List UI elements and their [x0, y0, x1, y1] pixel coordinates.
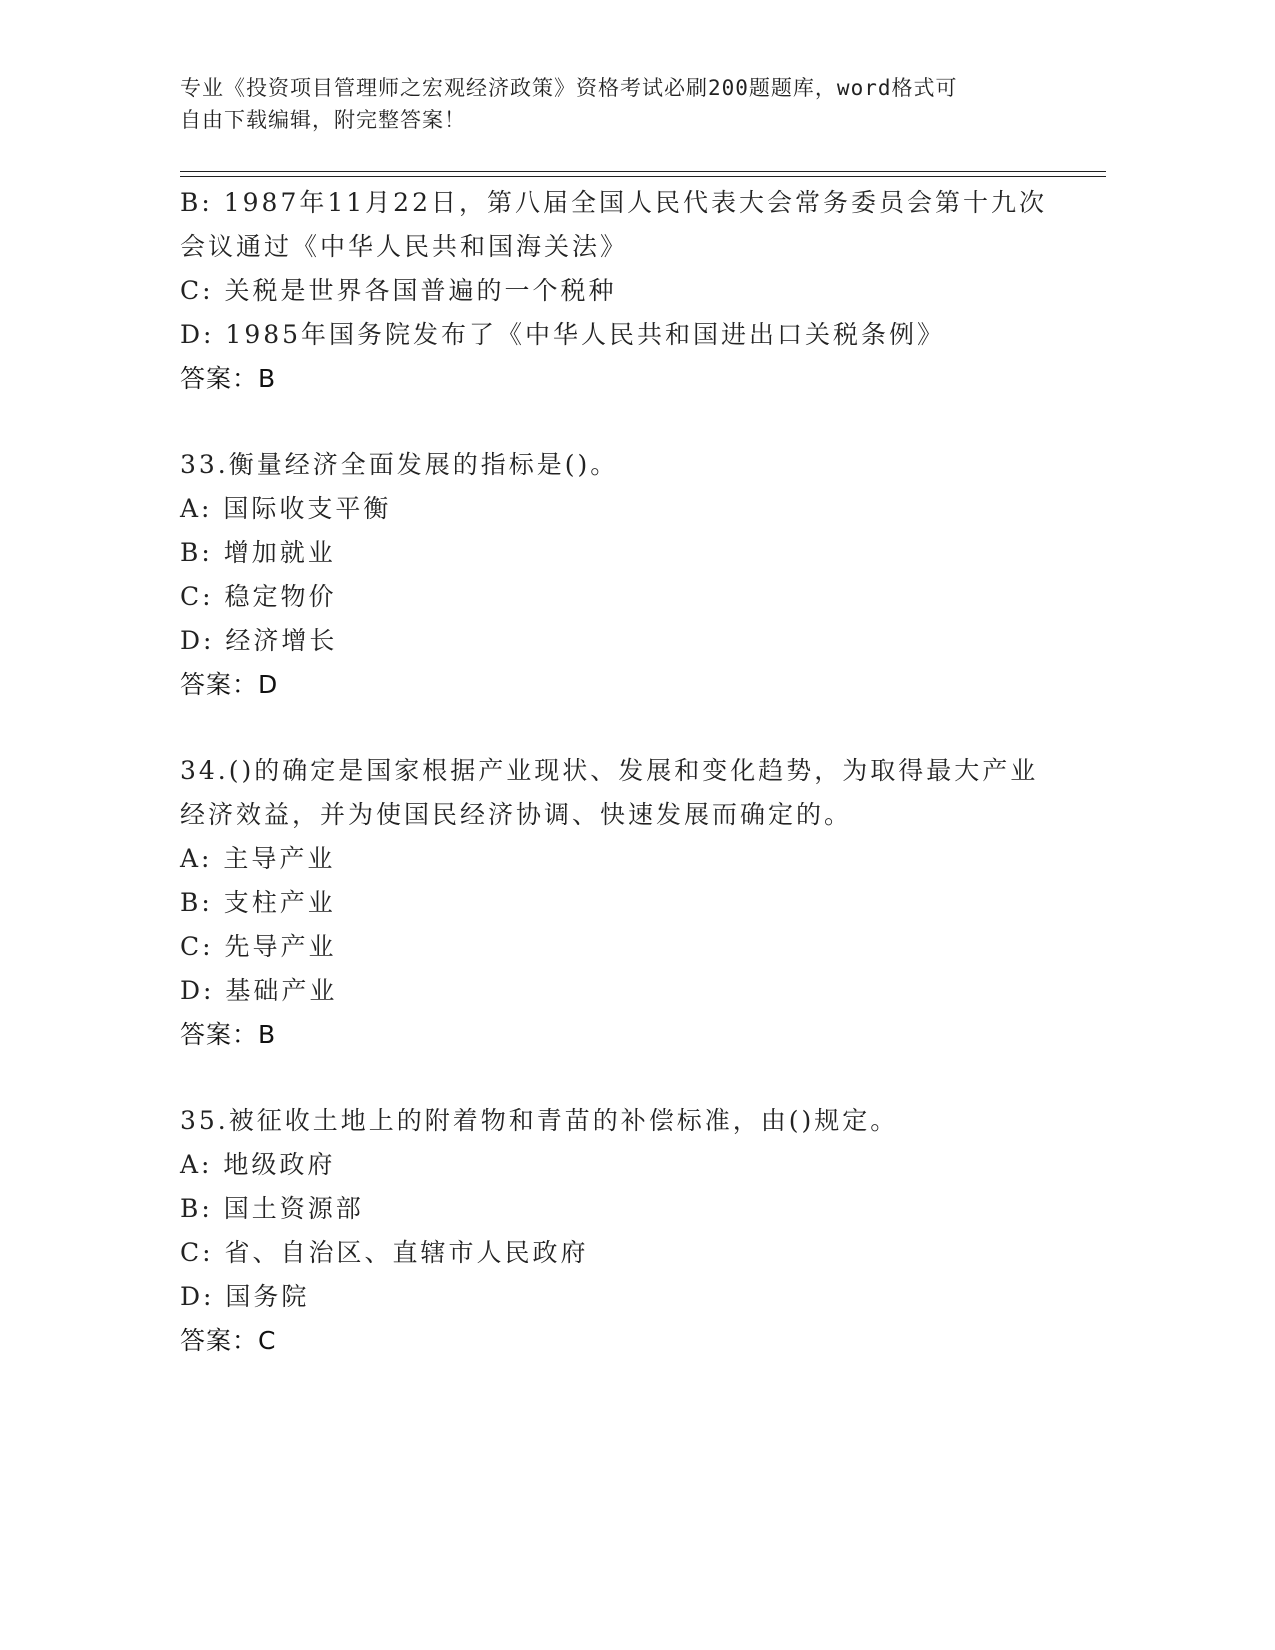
- option-d: D: 1985年国务院发布了《中华人民共和国进出口关税条例》: [180, 320, 946, 349]
- option-b-line-1: B: 1987年11月22日，第八届全国人民代表大会常务委员会第十九次: [180, 188, 1047, 217]
- question-34: [180, 749, 1060, 1057]
- answer-line: 答案：D: [180, 670, 279, 699]
- question-35: [180, 1099, 1060, 1363]
- option-d: D: 经济增长: [180, 626, 338, 655]
- header-divider-top: [180, 171, 1106, 172]
- option-b-line-2: 会议通过《中华人民共和国海关法》: [180, 232, 629, 261]
- question-stem-line-2: 经济效益，并为使国民经济协调、快速发展而确定的。: [180, 800, 853, 829]
- option-c: C: 先导产业: [180, 932, 337, 961]
- option-a: A: 地级政府: [180, 1150, 336, 1179]
- option-d: D: 国务院: [180, 1282, 310, 1311]
- header-line-1: 专业《投资项目管理师之宏观经济政策》资格考试必刷200题题库，word格式可: [180, 76, 958, 100]
- answer-line: 答案：B: [180, 364, 277, 393]
- option-c: C: 关税是世界各国普遍的一个税种: [180, 276, 617, 305]
- question-stem: 33.衡量经济全面发展的指标是()。: [180, 450, 619, 479]
- option-b: B: 增加就业: [180, 538, 336, 567]
- option-c: C: 稳定物价: [180, 582, 337, 611]
- header-divider-bottom: [180, 176, 1106, 177]
- question-33: [180, 443, 1060, 707]
- option-a: A: 主导产业: [180, 844, 336, 873]
- option-b: B: 支柱产业: [180, 888, 336, 917]
- question-content: [180, 181, 1060, 1363]
- question-stem: 35.被征收土地上的附着物和青苗的补偿标准，由()规定。: [180, 1106, 899, 1135]
- header-line-2: 自由下载编辑，附完整答案！: [180, 108, 466, 132]
- document-header: [180, 72, 1040, 136]
- option-a: A: 国际收支平衡: [180, 494, 392, 523]
- answer-line: 答案：C: [180, 1326, 277, 1355]
- option-c: C: 省、自治区、直辖市人民政府: [180, 1238, 589, 1267]
- answer-line: 答案：B: [180, 1020, 277, 1049]
- partial-question: [180, 181, 1060, 401]
- option-b: B: 国土资源部: [180, 1194, 364, 1223]
- question-stem-line-1: 34.()的确定是国家根据产业现状、发展和变化趋势，为取得最大产业: [180, 756, 1039, 785]
- option-d: D: 基础产业: [180, 976, 338, 1005]
